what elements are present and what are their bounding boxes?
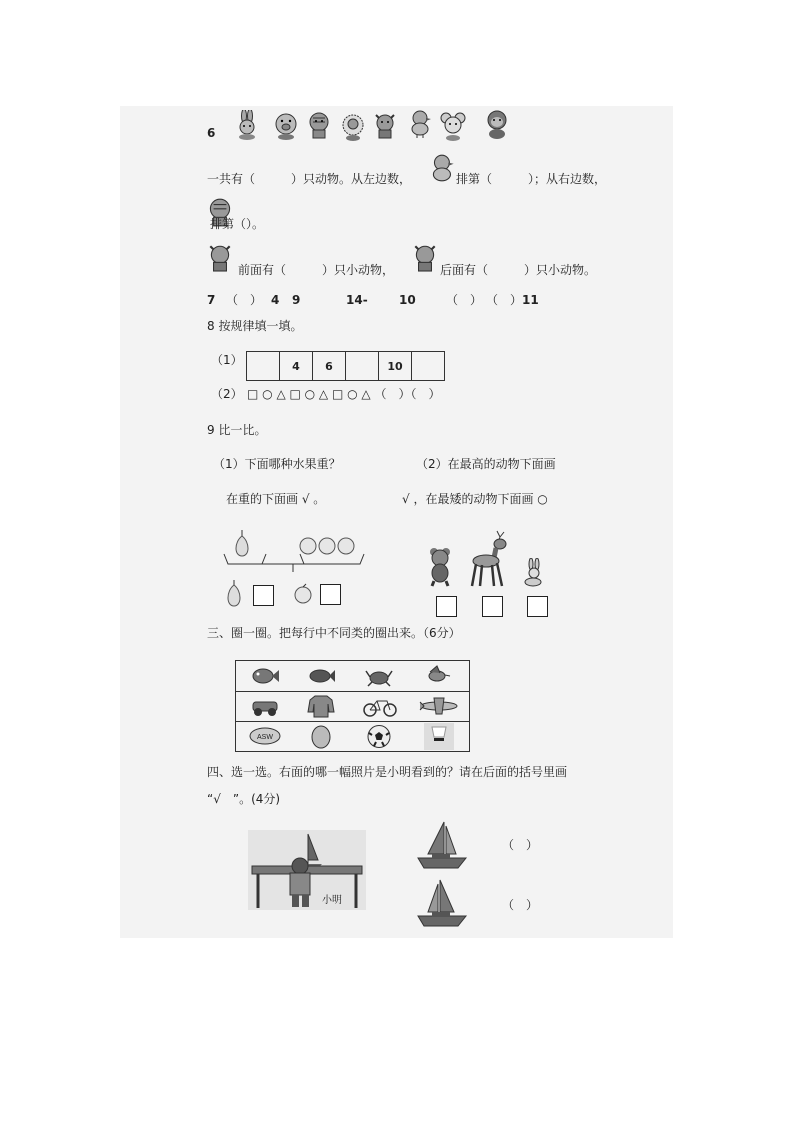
cow-icon <box>411 240 439 274</box>
q6-line3-a: 前面有（ ）只小动物， <box>238 263 395 277</box>
table-row <box>236 661 469 692</box>
airplane-icon[interactable] <box>416 694 462 718</box>
tiger-icon <box>306 110 332 140</box>
boy-label: 小明 <box>322 895 342 906</box>
sailboat-photo-b[interactable] <box>414 876 470 932</box>
answer-box[interactable] <box>482 596 503 617</box>
table-row <box>236 691 469 722</box>
deer-icon <box>464 528 512 590</box>
q6-number: 6 <box>207 126 216 140</box>
q7-item-8: 11 <box>522 293 539 307</box>
q7-item-2: 4 <box>271 293 280 307</box>
rabbit-icon <box>234 110 260 140</box>
svg-text:ASW: ASW <box>257 734 273 741</box>
answer-box[interactable] <box>527 596 548 617</box>
grid-cell[interactable] <box>247 352 280 380</box>
table-row <box>236 721 469 751</box>
q9-title: 9 比一比。 <box>207 423 267 437</box>
q9-p1-line2: 在重的下面画 √ 。 <box>226 492 326 506</box>
q7-item-1: （ ） <box>226 293 263 307</box>
answer-box[interactable] <box>436 596 457 617</box>
football-icon[interactable] <box>366 724 392 749</box>
q7-item-3: 9 <box>292 293 301 307</box>
sweater-icon[interactable] <box>306 694 336 718</box>
pear-icon <box>223 580 245 608</box>
crab-icon[interactable] <box>364 665 394 687</box>
chick-icon <box>408 108 434 138</box>
sailboat-photo-a[interactable] <box>414 818 470 874</box>
section4-title-line2: “√ ”。(4分) <box>207 792 281 806</box>
toy-car-icon[interactable] <box>249 695 281 717</box>
q8-part2-sequence: □ ○ △ □ ○ △ □ ○ △ （ ）（ ） <box>247 387 441 401</box>
q9-p2-line1: （2）在最高的动物下面画 <box>416 457 556 471</box>
q7-item-4: 14- <box>346 293 368 307</box>
q8-title: 8 按规律填一填。 <box>207 319 303 333</box>
sheep-icon <box>340 111 366 141</box>
q8-pattern-grid <box>246 351 445 381</box>
answer-bracket-b[interactable]: （ ） <box>502 898 539 912</box>
pig-icon <box>273 110 299 140</box>
q9-p2-line2: √ ，在最矮的动物下面画 ○ <box>402 492 548 506</box>
rabbit-icon <box>518 558 548 588</box>
cow-icon <box>372 110 398 140</box>
q7-item-5: 10 <box>399 293 416 307</box>
q7-number: 7 <box>207 293 216 307</box>
q8-part2-label: （2） <box>211 387 243 401</box>
q6-line3-b: 后面有（ ）只小动物。 <box>440 263 597 277</box>
classification-table <box>235 660 470 752</box>
q6-line2: 排第（）。 <box>210 217 265 231</box>
bear-icon <box>424 545 456 587</box>
section3-title: 三、圈一圈。把每行中不同类的圈出来。（6分） <box>207 626 461 640</box>
brush-icon[interactable] <box>424 723 454 750</box>
q6-line1-b: 排第（ ）；从右边数， <box>456 172 607 186</box>
q9-p1-line1: （1）下面哪种水果重？ <box>213 457 341 471</box>
soap-icon[interactable] <box>248 725 282 747</box>
grid-cell: 10 <box>379 352 412 380</box>
answer-box[interactable] <box>253 585 274 606</box>
section4-title: 四、选一选。右面的哪一幅照片是小明看到的？请在后面的括号里画 <box>207 765 568 779</box>
grid-cell[interactable] <box>412 352 444 380</box>
monkey-icon <box>484 109 510 139</box>
peach-icon <box>292 583 314 605</box>
answer-box[interactable] <box>320 584 341 605</box>
worksheet-page <box>120 106 673 938</box>
egg-icon[interactable] <box>308 724 334 749</box>
answer-bracket-a[interactable]: （ ） <box>502 838 539 852</box>
fish-icon[interactable] <box>250 665 280 687</box>
boy-at-table-drawing <box>248 830 366 910</box>
grid-cell: 4 <box>280 352 313 380</box>
bicycle-icon[interactable] <box>362 694 398 718</box>
q7-item-7: （ ） <box>486 293 523 307</box>
q7-item-6: （ ） <box>446 293 483 307</box>
q8-part1-label: （1） <box>211 353 243 367</box>
balance-scale-drawing <box>222 528 367 573</box>
bird-icon[interactable] <box>422 664 452 688</box>
q6-line1-a: 一共有（ ）只动物。从左边数， <box>207 172 412 186</box>
chick-icon <box>429 152 457 184</box>
grid-cell: 6 <box>313 352 346 380</box>
mouse-icon <box>440 111 466 141</box>
cow-icon <box>206 240 234 274</box>
fish-icon[interactable] <box>306 665 336 687</box>
grid-cell[interactable] <box>346 352 379 380</box>
